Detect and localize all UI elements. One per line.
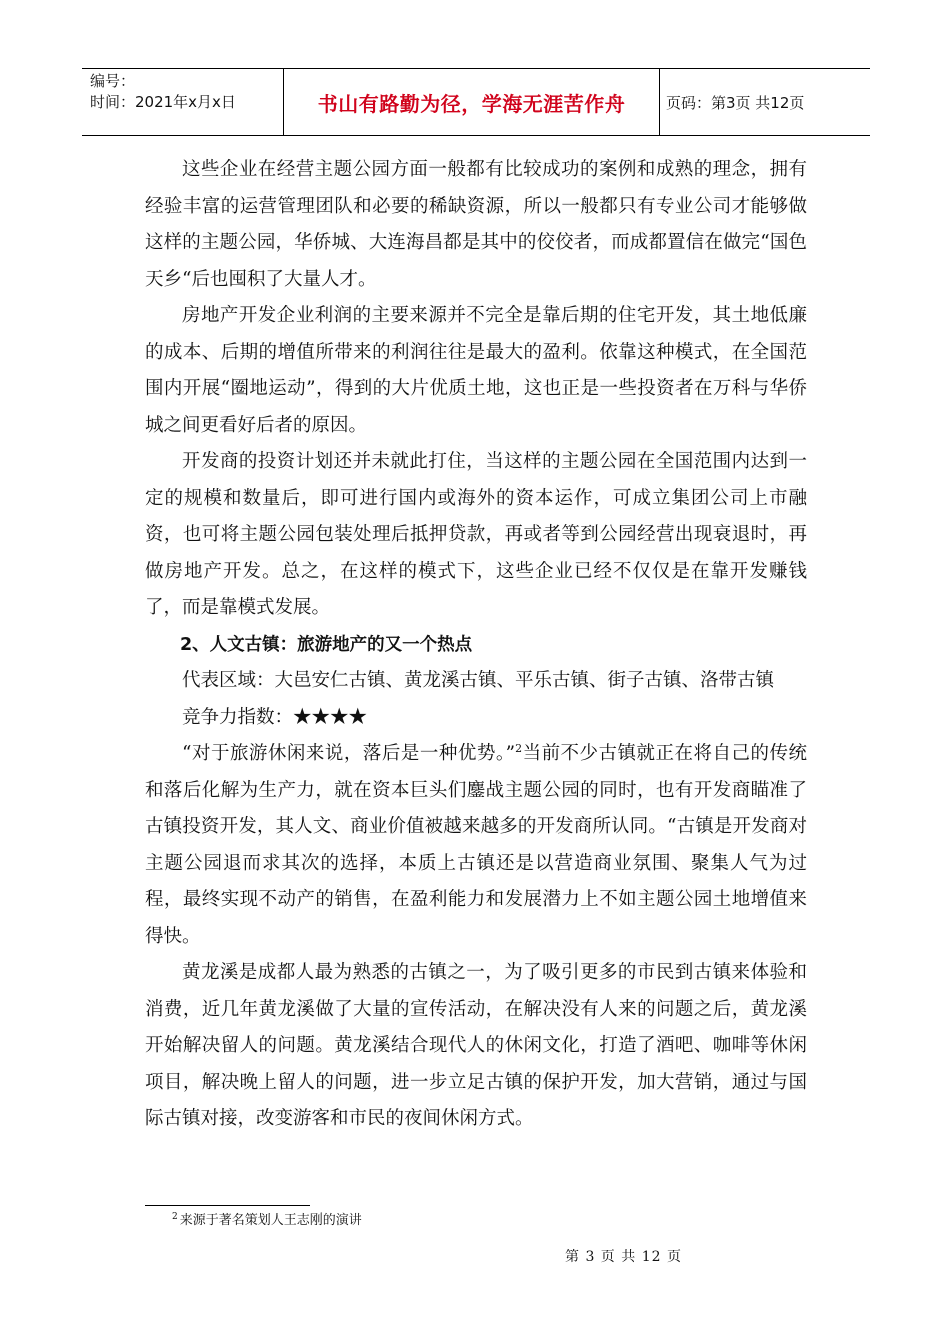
region-line: 代表区域：大邑安仁古镇、黄龙溪古镇、平乐古镇、街子古镇、洛带古镇 xyxy=(182,670,775,691)
paragraph-3: 开发商的投资计划还并未就此打住，当这样的主题公园在全国范围内达到一定的规模和数量后，即可进行国内或海外的资本运作，可成立集团公司上市融资，也可将主题公园包装处理后抵押贷款，再或者等到公园经营出现衰退时，再做房地产开发。总之，在这样的模式下，这些企业已经不仅仅是在靠开发赚钱了，而是靠模式发展。 xyxy=(145,451,807,618)
footnote-divider xyxy=(145,1205,310,1206)
paragraph-2: 房地产开发企业利润的主要来源并不完全是靠后期的住宅开发，其土地低廉的成本、后期的增值所带来的利润往往是最大的盈利。依靠这种模式，在全国范围内开展“圈地运动”，得到的大片优质土地，这也正是一些投资者在万科与华侨城之间更看好后者的原因。 xyxy=(145,305,807,436)
footnote xyxy=(172,1213,362,1229)
document-header xyxy=(82,68,870,136)
quote-continuation: 当前不少古镇就正在将自己的传统和落后化解为生产力，就在资本巨头们鏖战主题公园的同时，也有开发商瞄准了古镇投资开发，其人文、商业价值被越来越多的开发商所认同。“古镇是开发商对主题公园退而求其次的选择，本质上古镇还是以营造商业氛围、聚集人气为过程，最终实现不动产的销售，在盈利能力和发展潜力上不如主题公园土地增值来得快。 xyxy=(145,743,807,947)
quote-text: “对于旅游休闲来说，落后是一种优势。” xyxy=(182,743,516,764)
footnote-text: 来源于著名策划人王志刚的演讲 xyxy=(179,1213,362,1228)
footnote-mark: 2 xyxy=(172,1211,178,1222)
quote-paragraph xyxy=(145,736,807,955)
header-motto: 书山有路勤为径，学海无涯苦作舟 xyxy=(284,69,660,135)
header-number-label: 编号： xyxy=(90,72,136,90)
section-heading: 2、人文古镇：旅游地产的又一个热点 xyxy=(180,634,473,655)
header-meta xyxy=(82,69,284,135)
header-page-label: 页码：第3页 共12页 xyxy=(666,93,805,112)
page-footer: 第 3 页 共 12 页 xyxy=(565,1249,682,1265)
header-date-label: 时间：2021年x月x日 xyxy=(90,93,236,111)
footnote-reference[interactable]: 2 xyxy=(515,741,523,755)
document-body xyxy=(145,152,807,1138)
index-line: 竞争力指数：★★★★ xyxy=(182,706,368,728)
paragraph-last: 黄龙溪是成都人最为熟悉的古镇之一，为了吸引更多的市民到古镇来体验和消费，近几年黄龙溪做了大量的宣传活动，在解决没有人来的问题之后，黄龙溪开始解决留人的问题。黄龙溪结合现代人的休闲文化，打造了酒吧、咖啡等休闲项目，解决晚上留人的问题，进一步立足古镇的保护开发，加大营销，通过与国际古镇对接，改变游客和市民的夜间休闲方式。 xyxy=(145,962,807,1129)
paragraph-1: 这些企业在经营主题公园方面一般都有比较成功的案例和成熟的理念，拥有经验丰富的运营管理团队和必要的稀缺资源，所以一般都只有专业公司才能够做这样的主题公园，华侨城、大连海昌都是其中的佼佼者，而成都置信在做完“国色天乡“后也囤积了大量人才。 xyxy=(145,159,807,290)
